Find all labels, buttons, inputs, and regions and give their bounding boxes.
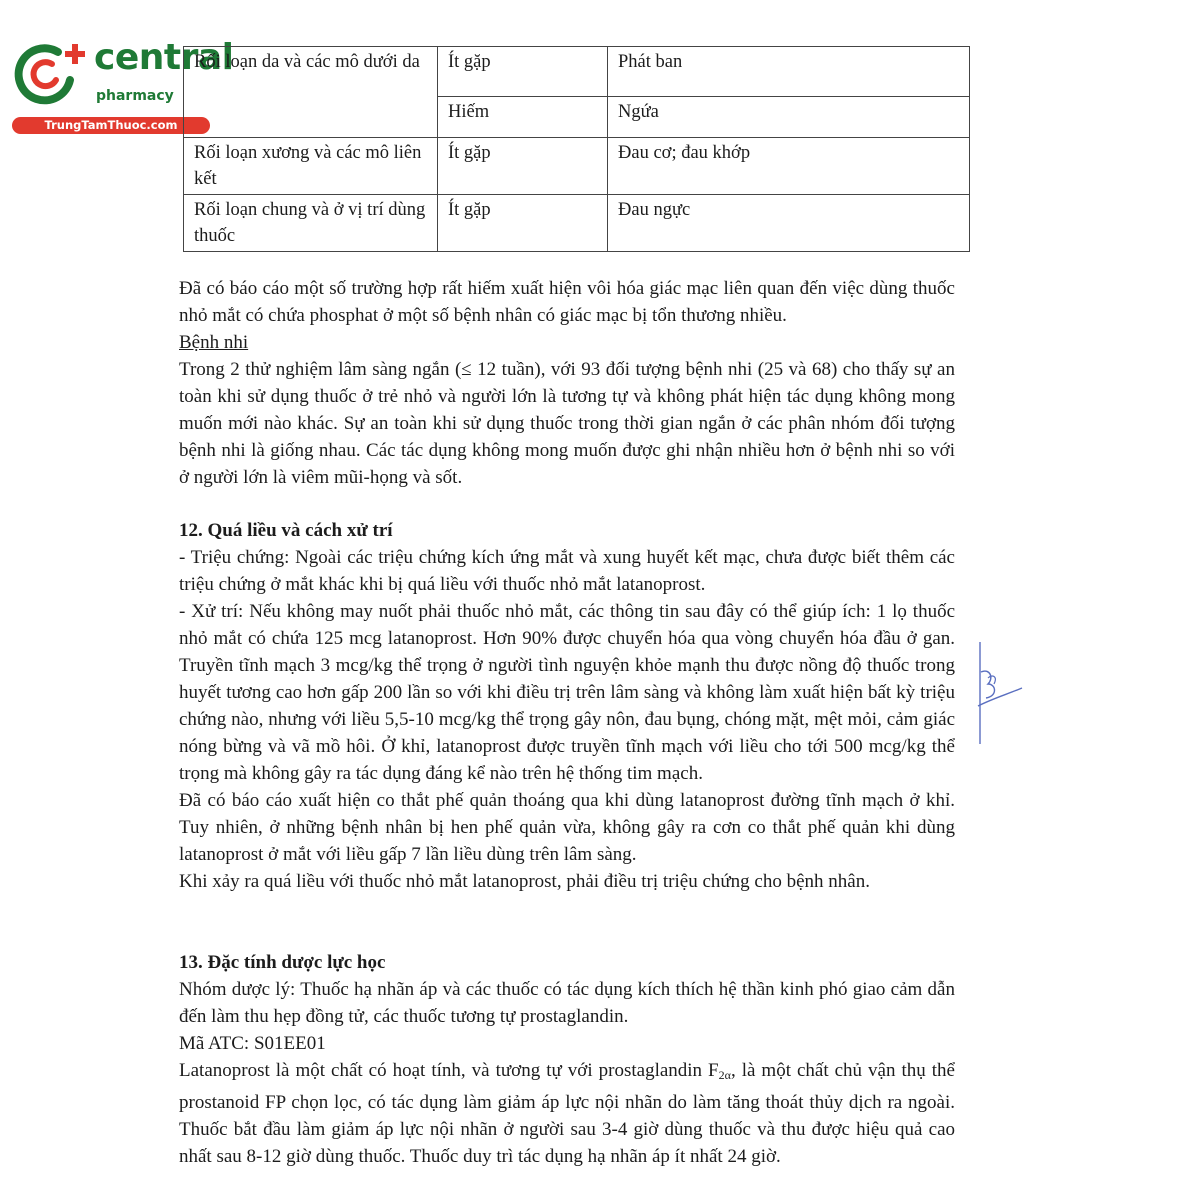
table-cell-system: Rối loạn da và các mô dưới da (184, 47, 438, 138)
mechanism-paragraph (179, 1057, 955, 1170)
adverse-effects-table (183, 46, 970, 252)
table-cell-frequency: Hiếm (438, 97, 608, 138)
table-row (184, 195, 970, 252)
pharmacy-cross-logo-icon (12, 40, 88, 106)
table-cell-effect: Phát ban (608, 47, 970, 97)
table-cell-frequency: Ít gặp (438, 47, 608, 97)
mechanism-text-end: , là một chất chủ vận thụ thể prostanoid FP chọn lọc, có tác dụng làm giảm áp lực nội nhãn do làm tăng thoát thủy dịch ra ngoài. Thuốc bắt đầu làm giảm áp lực nội nhãn ở người sau 3-4 giờ dùng thuốc và thu được hiệu quả cao nhất sau 8-12 giờ dùng thuốc. Thuốc duy trì tác dụng hạ nhãn áp ít nhất 24 giờ. (179, 1060, 955, 1167)
handwritten-signature-icon (968, 638, 1028, 748)
table-row (184, 47, 970, 97)
table-cell-system: Rối loạn chung và ở vị trí dùng thuốc (184, 195, 438, 252)
bronchospasm-paragraph: Đã có báo cáo xuất hiện co thắt phế quản thoáng qua khi dùng latanoprost đường tĩnh mạch ở khỉ. Tuy nhiên, ở những bệnh nhân bị hen phế quản vừa, không gây ra cơn co thắt phế quản khi dùng latanoprost ở mắt với liều gấp 7 lần liều dùng trên lâm sàng. (179, 790, 955, 865)
table-cell-frequency: Ít gặp (438, 138, 608, 195)
table-cell-system: Rối loạn xương và các mô liên kết (184, 138, 438, 195)
logo-brand-name: central (94, 37, 234, 78)
corneal-calcification-paragraph: Đã có báo cáo một số trường hợp rất hiếm xuất hiện vôi hóa giác mạc liên quan đến việc dùng thuốc nhỏ mắt có chứa phosphat ở một số bệnh nhân có giác mạc bị tổn thương nhiều. (179, 278, 955, 326)
table-cell-effect: Đau cơ; đau khớp (608, 138, 970, 195)
mechanism-text-start: Latanoprost là một chất có hoạt tính, và tương tự với prostaglandin F (179, 1060, 719, 1081)
table-row (184, 138, 970, 195)
logo-brand-sub: pharmacy (96, 88, 174, 104)
overdose-treatment-paragraph: Khi xảy ra quá liều với thuốc nhỏ mắt latanoprost, phải điều trị triệu chứng cho bệnh nhân. (179, 871, 870, 892)
prostaglandin-subscript: 2α (718, 1068, 731, 1082)
overdose-symptoms-paragraph: - Triệu chứng: Ngoài các triệu chứng kích ứng mắt và xung huyết kết mạc, chưa được biết thêm các triệu chứng ở mắt khác khi bị quá liều với thuốc nhỏ mắt latanoprost. (179, 547, 955, 595)
table-cell-frequency: Ít gặp (438, 195, 608, 252)
pediatric-paragraph: Trong 2 thử nghiệm lâm sàng ngắn (≤ 12 tuần), với 93 đối tượng bệnh nhi (25 và 68) cho thấy sự an toàn khi sử dụng thuốc ở trẻ nhỏ và người lớn là tương tự và không phát hiện tác dụng không mong muốn mới nào khác. Sự an toàn khi sử dụng thuốc trong thời gian ngắn ở các phân nhóm đối tượng bệnh nhi là giống nhau. Các tác dụng không mong muốn được ghi nhận nhiều hơn ở bệnh nhi so với ở người lớn là viêm mũi-họng và sốt. (179, 359, 955, 488)
pediatric-block (179, 275, 955, 491)
section-13 (179, 949, 955, 1170)
section-12 (179, 517, 955, 895)
atc-code: Mã ATC: S01EE01 (179, 1033, 326, 1054)
section-12-heading: 12. Quá liều và cách xử trí (179, 520, 393, 541)
pediatric-subheading: Bệnh nhi (179, 332, 249, 353)
pharmacologic-group-paragraph: Nhóm dược lý: Thuốc hạ nhãn áp và các thuốc có tác dụng kích thích hệ thần kinh phó giao cảm dẫn đến làm thu hẹp đồng tử, các thuốc tương tự prostaglandin. (179, 979, 955, 1027)
table-cell-effect: Đau ngực (608, 195, 970, 252)
table-cell-effect: Ngứa (608, 97, 970, 138)
logo-url-badge: TrungTamThuoc.com (12, 117, 210, 134)
overdose-management-paragraph: - Xử trí: Nếu không may nuốt phải thuốc nhỏ mắt, các thông tin sau đây có thể giúp ích: 1 lọ thuốc nhỏ mắt có chứa 125 mcg latanoprost. Hơn 90% được chuyển hóa qua vòng chuyển hóa đầu ở gan. Truyền tĩnh mạch 3 mcg/kg thể trọng ở người tình nguyện khỏe mạnh thu được nồng độ thuốc trong huyết tương cao hơn gấp 200 lần so với khi điều trị trên lâm sàng và không làm xuất hiện bất kỳ triệu chứng nào, nhưng với liều 5,5-10 mcg/kg thể trọng gây nôn, đau bụng, chóng mặt, mệt mỏi, cảm giác nóng bừng và vã mồ hôi. Ở khỉ, latanoprost được truyền tĩnh mạch với liều cho tới 500 mcg/kg thể trọng mà không gây ra tác dụng đáng kể nào trên hệ thống tim mạch. (179, 601, 955, 784)
section-13-heading: 13. Đặc tính dược lực học (179, 952, 386, 973)
